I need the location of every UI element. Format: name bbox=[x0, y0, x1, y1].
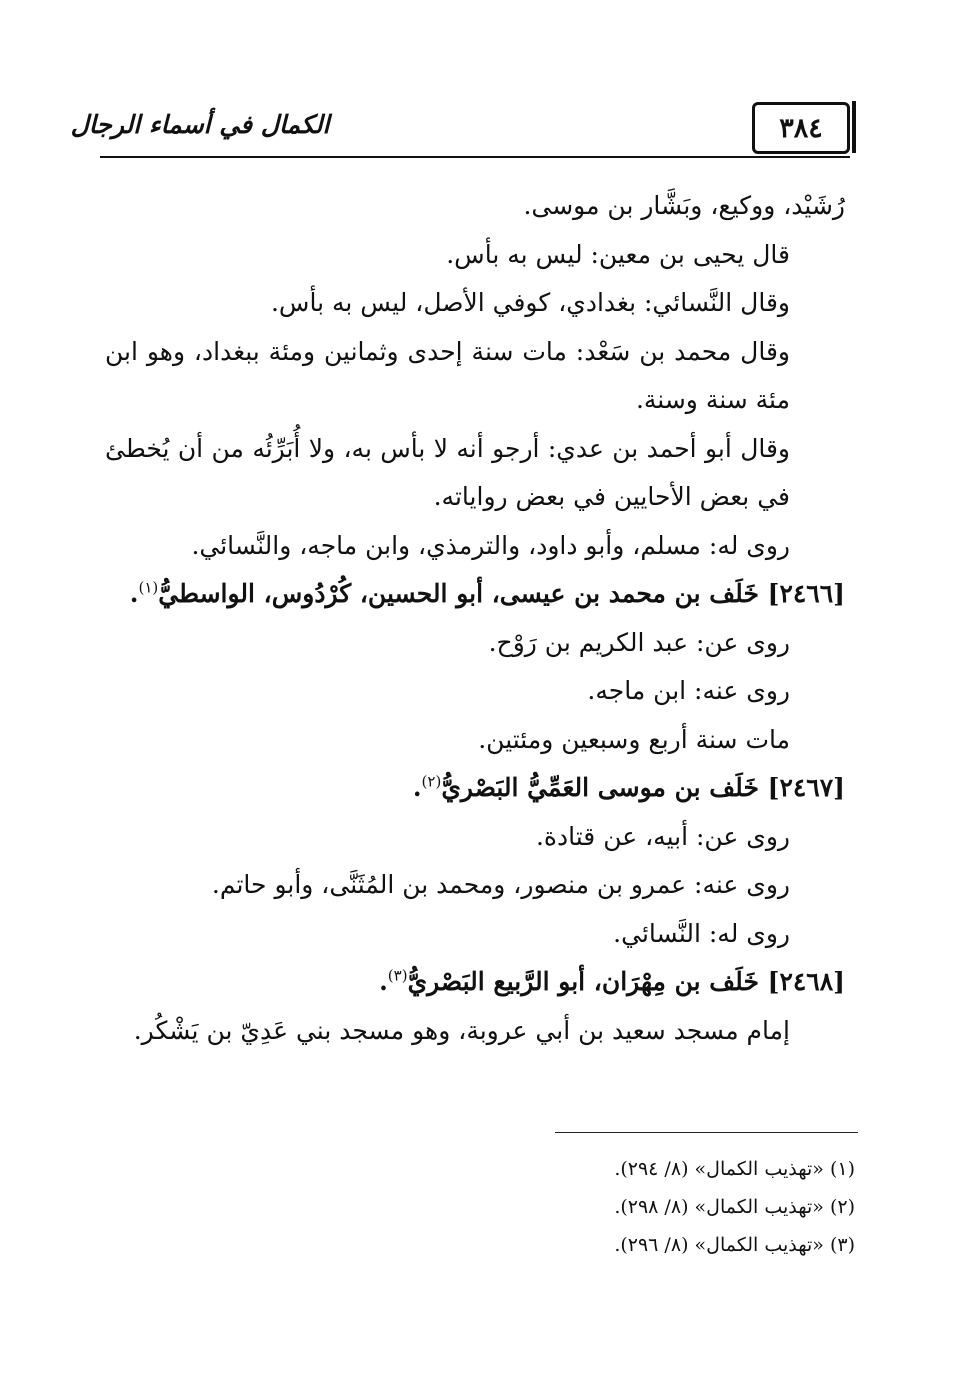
paragraph: مات سنة أربع وسبعين ومئتين. bbox=[478, 724, 790, 754]
paragraph: إمام مسجد سعيد بن أبي عروبة، وهو مسجد بني عَدِيّ بن يَشْكُر. bbox=[133, 1015, 790, 1045]
page-header bbox=[70, 96, 850, 158]
paragraph: وقال النَّسائي: بغدادي، كوفي الأصل، ليس به بأس. bbox=[270, 288, 790, 317]
paragraph: وقال محمد بن سَعْد: مات سنة إحدى وثمانين ومئة ببغداد، وهو ابن مئة سنة وسنة. bbox=[105, 336, 790, 414]
entry-title: [٢٤٦٦] خَلَف بن محمد بن عيسى، أبو الحسين، كُرْدُوس، الواسطيُّ bbox=[158, 579, 845, 608]
entry-heading: [٢٤٦٨] خَلَف بن مِهْرَان، أبو الرَّبيع البَصْريُّ$^{(٣)}$. bbox=[379, 966, 845, 996]
footnotes bbox=[400, 1150, 855, 1264]
paragraph: روى عن: عبد الكريم بن رَوْح. bbox=[488, 627, 790, 657]
paragraph: وقال أبو أحمد بن عدي: أرجو أنه لا بأس به، ولا أُبَرِّئُه من أن يُخطئ في بعض الأحايين في بعض رواياته. bbox=[105, 433, 790, 511]
book-title-logo: الكمال في أسماء الرجال bbox=[70, 109, 330, 139]
body-text bbox=[105, 182, 845, 1055]
paragraph: روى عن: أبيه، عن قتادة. bbox=[535, 821, 790, 851]
footnote: (٣) «تهذيب الكمال» (٨/ ٢٩٦). bbox=[614, 1234, 855, 1256]
paragraph: روى عنه: ابن ماجه. bbox=[587, 676, 790, 705]
paragraph: روى له: مسلم، وأبو داود، والترمذي، وابن ماجه، والنَّسائي. bbox=[191, 530, 790, 560]
footnote-ref: (٢) bbox=[421, 772, 442, 791]
footnote-ref: (٣) bbox=[387, 966, 408, 985]
paragraph: قال يحيى بن معين: ليس به بأس. bbox=[446, 239, 790, 269]
entry-title: [٢٤٦٧] خَلَف بن موسى العَمِّيُّ البَصْريُّ bbox=[441, 773, 845, 802]
footnote-ref: (١) bbox=[138, 578, 159, 597]
paragraph: روى له: النَّسائي. bbox=[613, 918, 790, 948]
entry-title: [٢٤٦٨] خَلَف بن مِهْرَان، أبو الرَّبيع البَصْريُّ bbox=[407, 967, 845, 996]
page-number: ٣٨٤ bbox=[752, 102, 850, 154]
footnote: (٢) «تهذيب الكمال» (٨/ ٢٩٨). bbox=[614, 1196, 855, 1218]
paragraph: رُشَيْد، ووكيع، وبَشَّار بن موسى. bbox=[523, 191, 845, 220]
footnote-separator bbox=[555, 1132, 858, 1133]
footnote: (١) «تهذيب الكمال» (٨/ ٢٩٤). bbox=[614, 1158, 855, 1180]
entry-heading: [٢٤٦٦] خَلَف بن محمد بن عيسى، أبو الحسين، كُرْدُوس، الواسطيُّ$^{(١)}$. bbox=[129, 578, 845, 608]
entry-heading: [٢٤٦٧] خَلَف بن موسى العَمِّيُّ البَصْريُّ$^{(٢)}$. bbox=[412, 772, 845, 802]
paragraph: روى عنه: عمرو بن منصور، ومحمد بن المُثَنَّى، وأبو حاتم. bbox=[211, 870, 790, 899]
header-rule bbox=[100, 156, 850, 158]
